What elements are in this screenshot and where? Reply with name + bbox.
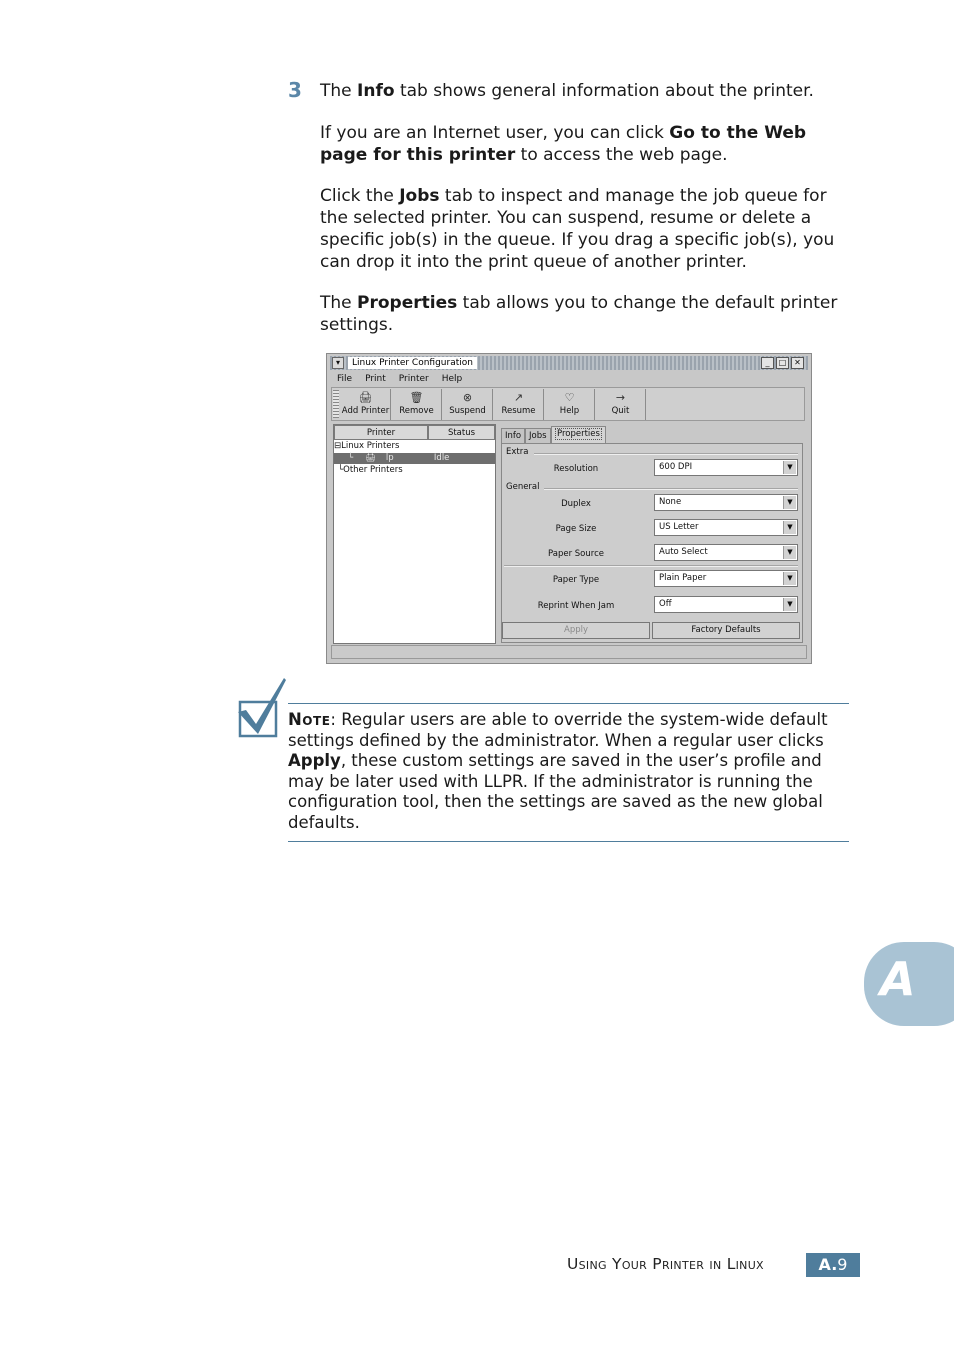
toolbar-label: Add Printer <box>341 406 390 416</box>
factory-defaults-button[interactable]: Factory Defaults <box>652 622 800 639</box>
page-size-label: Page Size <box>555 524 597 534</box>
tab-info[interactable]: Info <box>501 428 525 443</box>
group-divider <box>504 565 798 567</box>
group-extra-label: Extra <box>506 447 529 457</box>
toolbar <box>331 387 805 421</box>
paper-type-select[interactable] <box>654 570 798 587</box>
select-value: Off <box>659 599 672 609</box>
printer-name: lp <box>385 453 394 463</box>
step-number: 3 <box>288 78 302 102</box>
remove-button[interactable] <box>392 389 442 420</box>
internet-user-paragraph <box>320 122 850 166</box>
info-term: Info <box>357 81 395 101</box>
text-run: Click the <box>320 186 400 206</box>
text-run: The <box>320 81 358 101</box>
paper-type-label: Paper Type <box>552 575 600 585</box>
chevron-down-icon[interactable]: ▼ <box>783 496 796 509</box>
minimize-button[interactable]: _ <box>761 357 774 369</box>
close-button[interactable]: ✕ <box>791 357 804 369</box>
window-title: Linux Printer Configuration <box>348 357 477 369</box>
toolbar-label: Remove <box>399 406 434 416</box>
chevron-down-icon[interactable]: ▼ <box>783 546 796 559</box>
tree-node-lp-selected[interactable] <box>334 453 495 464</box>
properties-term: Properties <box>357 293 458 313</box>
text-run: tab shows general information about the printer. <box>394 81 814 101</box>
menu-help[interactable]: Help <box>441 374 463 384</box>
toolbar-label: Quit <box>611 406 630 416</box>
printer-list[interactable] <box>333 424 496 644</box>
text-run: The <box>320 293 358 313</box>
toolbar-label: Help <box>559 406 580 416</box>
select-value: US Letter <box>659 522 699 532</box>
add-printer-button[interactable] <box>341 389 391 420</box>
tree-label: Linux Printers <box>341 441 400 451</box>
resolution-select[interactable] <box>654 459 798 476</box>
trash-icon: 🗑 <box>409 391 424 404</box>
printer-status: Idle <box>433 453 450 463</box>
page-size-select[interactable] <box>654 519 798 536</box>
tree-label: Other Printers <box>343 465 403 475</box>
help-button[interactable] <box>545 389 595 420</box>
note-text <box>288 710 850 833</box>
resolution-label: Resolution <box>553 464 599 474</box>
menu-print[interactable]: Print <box>365 374 386 384</box>
title-bar[interactable] <box>330 356 808 370</box>
printer-icon: 🖨 <box>365 453 376 463</box>
duplex-select[interactable] <box>654 494 798 511</box>
toolbar-grip[interactable] <box>333 390 339 418</box>
web-page-term: Go to the Web page for this printer <box>320 123 807 165</box>
collapse-icon[interactable]: ⊟ <box>334 441 342 451</box>
group-divider <box>534 453 798 455</box>
printer-config-window <box>326 353 812 664</box>
apply-button[interactable]: Apply <box>502 622 650 639</box>
maximize-button[interactable]: □ <box>776 357 789 369</box>
select-value: Auto Select <box>659 547 708 557</box>
menu-printer[interactable]: Printer <box>398 374 429 384</box>
chapter-side-tab <box>864 942 954 1026</box>
chevron-down-icon[interactable]: ▼ <box>783 572 796 585</box>
page-number-badge <box>806 1253 860 1277</box>
window-menu-icon[interactable]: ▾ <box>332 357 344 369</box>
text-run: If you are an Internet user, you can click <box>320 123 670 143</box>
tree-branch: └ <box>338 465 344 475</box>
reprint-when-jam-label: Reprint When Jam <box>537 601 615 611</box>
reprint-when-jam-select[interactable] <box>654 596 798 613</box>
text-run: tab allows you to change the default printer settings. <box>320 293 838 335</box>
text-run: tab to inspect and manage the job queue for the selected printer. You can suspend, resume or delete a specific job(s) in the queue. If you drag a specific job(s), you can drop it into the print queue of another printer. <box>320 186 835 272</box>
chapter-prefix: A. <box>818 1255 838 1274</box>
group-divider <box>544 488 798 490</box>
chapter-letter: A <box>880 952 916 1006</box>
note-heading: Note <box>288 710 331 729</box>
page-number: 9 <box>837 1255 848 1274</box>
jobs-term: Jobs <box>399 186 440 206</box>
note-bottom-rule <box>288 841 849 842</box>
column-header-status[interactable]: Status <box>428 425 495 440</box>
group-general-label: General <box>506 482 540 492</box>
quit-icon: → <box>615 391 626 404</box>
chevron-down-icon[interactable]: ▼ <box>783 521 796 534</box>
duplex-label: Duplex <box>561 499 591 509</box>
tree-branch: └ <box>348 453 354 463</box>
tab-properties[interactable] <box>551 426 606 443</box>
tab-label: Properties <box>557 429 600 439</box>
chevron-down-icon[interactable]: ▼ <box>783 598 796 611</box>
paper-source-label: Paper Source <box>548 549 604 559</box>
text-run: : Regular users are able to override the system-wide default settings defined by the administrator. When a regular user clicks <box>288 710 828 750</box>
menu-bar <box>331 372 475 386</box>
info-tab-paragraph <box>320 80 850 102</box>
resume-arrow-icon: ↗ <box>513 391 524 404</box>
help-icon: ♡ <box>564 391 575 404</box>
chevron-down-icon[interactable]: ▼ <box>783 461 796 474</box>
note-top-rule <box>288 703 849 704</box>
column-header-printer[interactable]: Printer <box>334 425 428 440</box>
apply-term: Apply <box>288 751 341 770</box>
checkmark-note-icon <box>236 676 290 740</box>
text-run: to access the web page. <box>515 145 728 165</box>
properties-tab-paragraph <box>320 292 850 336</box>
menu-file[interactable]: File <box>337 374 353 384</box>
paper-source-select[interactable] <box>654 544 798 561</box>
suspend-button[interactable] <box>443 389 493 420</box>
select-value: None <box>659 497 682 507</box>
status-bar <box>331 645 807 659</box>
resume-button[interactable] <box>494 389 544 420</box>
stop-icon: ⊗ <box>462 391 473 404</box>
tree-node-linux-printers[interactable] <box>334 441 495 452</box>
toolbar-label: Suspend <box>449 406 486 416</box>
printer-add-icon: 🖨 <box>358 391 373 404</box>
toolbar-label: Resume <box>501 406 536 416</box>
tab-jobs[interactable]: Jobs <box>525 428 551 443</box>
text-run: , these custom settings are saved in the user’s profile and may be later used with LLPR. If the administrator is running the configuration tool, then the settings are saved as the new global defaults. <box>288 751 823 832</box>
quit-button[interactable] <box>596 389 646 420</box>
properties-panel <box>501 443 803 643</box>
jobs-tab-paragraph <box>320 185 850 273</box>
tree-node-other-printers[interactable] <box>334 465 495 476</box>
footer-title: Using Your Printer in Linux <box>567 1255 764 1273</box>
select-value: 600 DPI <box>659 462 693 472</box>
select-value: Plain Paper <box>659 573 707 583</box>
